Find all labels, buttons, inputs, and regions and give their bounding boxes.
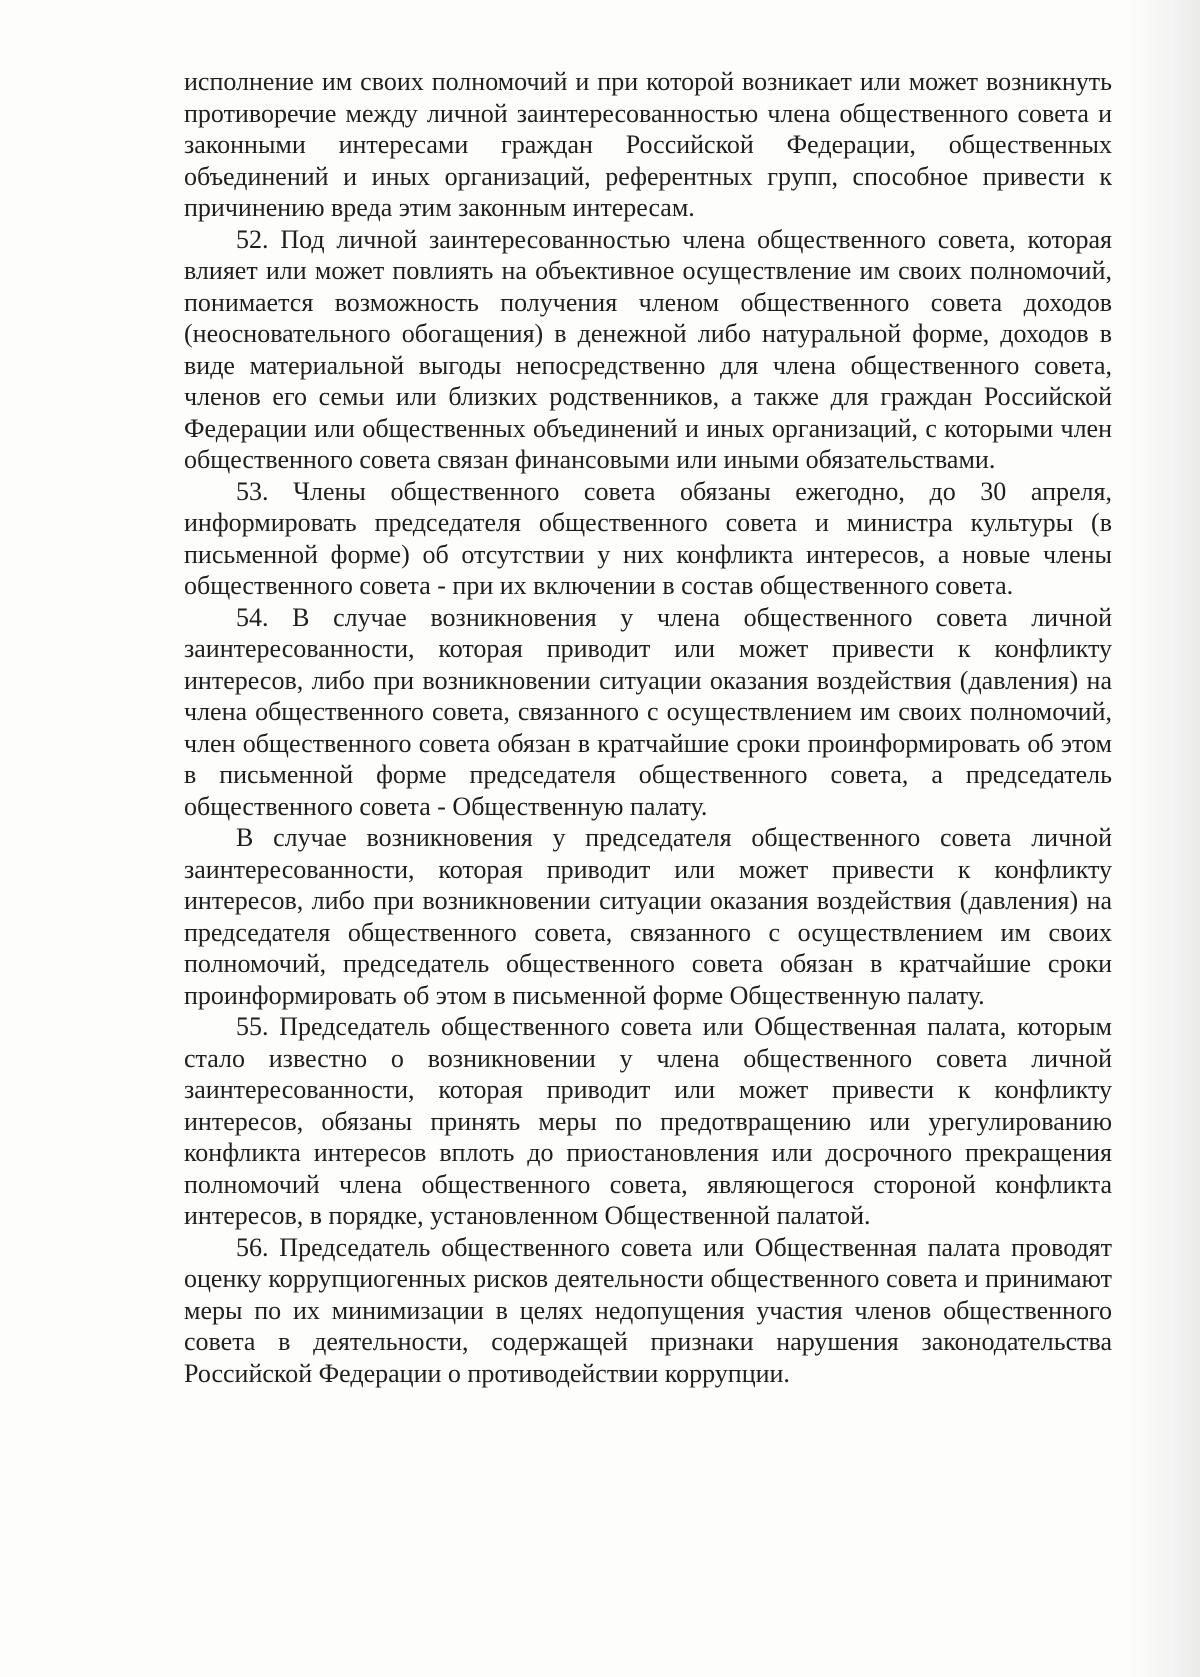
paragraph-continuation: исполнение им своих полномочий и при которой возникает или может возникнуть противоречие между личной заинтересованностью члена общественного совета и законными интересами граждан Российской Федерации, общественных объединений и иных организаций, референтных групп, способное привести к причинению вреда этим законным интересам. xyxy=(184,67,1112,222)
paragraph-53: 53. Члены общественного совета обязаны ежегодно, до 30 апреля, информировать председателя общественного совета и министра культуры (в письменной форме) об отсутствии у них конфликта интересов, а новые члены общественного совета - при их включении в состав общественного совета. xyxy=(184,476,1112,600)
paragraph-54-chairman: В случае возникновения у председателя общественного совета личной заинтересованности, которая приводит или может привести к конфликту интересов, либо при возникновении ситуации оказания воздействия (давления) на председателя общественного совета, связанного с осуществлением им своих полномочий, председатель общественного совета обязан в кратчайшие сроки проинформировать об этом в письменной форме Общественную палату. xyxy=(184,823,1112,1010)
scan-edge-shadow xyxy=(1130,0,1200,1677)
paragraph-52: 52. Под личной заинтересованностью члена общественного совета, которая влияет или может повлиять на объективное осуществление им своих полномочий, понимается возможность получения членом общественного совета доходов (неосновательного обогащения) в денежной либо натуральной форме, доходов в виде материальной выгоды непосредственно для члена общественного совета, членов его семьи или близких родственников, а также для граждан Российской Федерации или общественных объединений и иных организаций, с которыми член общественного совета связан финансовыми или иными обязательствами. xyxy=(184,224,1112,474)
document-body xyxy=(184,66,1112,1389)
paragraph-54: 54. В случае возникновения у члена общественного совета личной заинтересованности, которая приводит или может привести к конфликту интересов, либо при возникновении ситуации оказания воздействия (давления) на члена общественного совета, связанного с осуществлением им своих полномочий, член общественного совета обязан в кратчайшие сроки проинформировать об этом в письменной форме председателя общественного совета, а председатель общественного совета - Общественную палату. xyxy=(184,602,1112,821)
paragraph-56: 56. Председатель общественного совета или Общественная палата проводят оценку коррупциогенных рисков деятельности общественного совета и принимают меры по их минимизации в целях недопущения участия членов общественного совета в деятельности, содержащей признаки нарушения законодательства Российской Федерации о противодействии коррупции. xyxy=(184,1232,1112,1388)
paragraph-55: 55. Председатель общественного совета или Общественная палата, которым стало известно о возникновении у члена общественного совета личной заинтересованности, которая приводит или может привести к конфликту интересов, обязаны принять меры по предотвращению или урегулированию конфликта интересов вплоть до приостановления или досрочного прекращения полномочий члена общественного совета, являющегося стороной конфликта интересов, в порядке, установленном Общественной палатой. xyxy=(184,1012,1112,1230)
